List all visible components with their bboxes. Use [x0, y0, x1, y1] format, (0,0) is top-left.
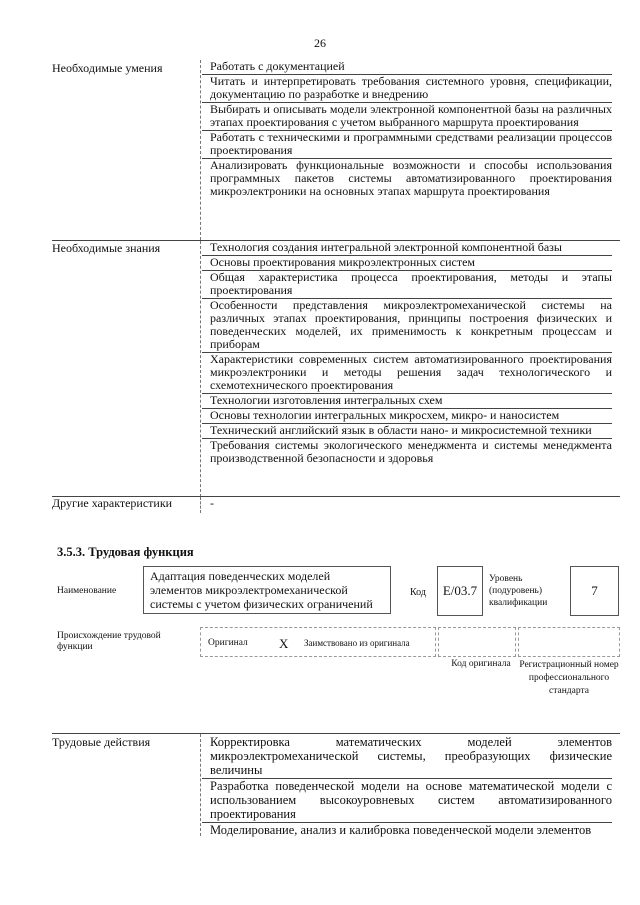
code-original-label: Код оригинала [451, 659, 511, 669]
skills-label: Необходимые умения [52, 61, 163, 75]
origin-label: Происхождение трудовой функции [57, 631, 161, 652]
original-label: Оригинал [208, 638, 248, 648]
level-label: Уровень (подуровень) квалификации [489, 574, 548, 608]
knowledge-label: Необходимые знания [52, 241, 161, 255]
actions-list [202, 735, 612, 838]
action-item: Разработка поведенческой модели на основе математической модели с использованием высокоуровневых систем автоматизированного проектирования [202, 779, 612, 823]
skill-item: Выбирать и описывать модели электронной компонентной базы на различных этапах проектирования с учетом выбранного маршрута проектирования [202, 103, 612, 131]
actions-label: Трудовые действия [52, 735, 151, 749]
action-item: Корректировка математических моделей элементов микроэлектромеханической системы, преобразующих физические величины [202, 735, 612, 779]
code-label: Код [410, 587, 426, 598]
knowledge-list [202, 241, 612, 466]
other-value: - [210, 496, 214, 510]
code-value: E/03.7 [437, 566, 483, 616]
knowledge-item: Технический английский язык в области нано- и микросистемной техники [202, 424, 612, 439]
skill-item: Читать и интерпретировать требования системного уровня, спецификации, документацию по разработке и внедрению [202, 75, 612, 103]
name-label: Наименование [57, 586, 117, 596]
knowledge-item: Общая характеристика процесса проектирования, методы и этапы проектирования [202, 271, 612, 299]
skill-item: Работать с документацией [202, 60, 612, 75]
knowledge-item: Основы проектирования микроэлектронных систем [202, 256, 612, 271]
page-number: 26 [314, 36, 326, 50]
function-heading: 3.5.3. Трудовая функция [57, 545, 194, 559]
borrowed-label: Заимствовано из оригинала [304, 638, 410, 648]
level-value: 7 [570, 566, 619, 616]
function-name: Адаптация поведенческих моделей элементов микроэлектромеханической системы с учетом физических ограничений [143, 566, 391, 614]
skill-item: Анализировать функциональные возможности и способы использования программных пакетов системы автоматизированного проектирования микроэлектроники на основных этапах маршрута проектирования [210, 158, 612, 198]
reg-number-label: Регистрационный номер профессионального стандарта [519, 660, 619, 696]
original-mark: X [279, 636, 289, 651]
skill-item: Работать с техническими и программными средствами реализации процессов проектирования [202, 131, 612, 159]
knowledge-item: Особенности представления микроэлектромеханической системы на различных этапах проектирования, принципы построения физических и поведенческих моделей, их применимость к конкретным процессам и приборам [202, 299, 612, 353]
skills-list [202, 60, 612, 199]
knowledge-item: Основы технологии интегральных микросхем, микро- и наносистем [202, 409, 612, 424]
action-item: Моделирование, анализ и калибровка поведенческой модели элементов [210, 823, 592, 837]
knowledge-item: Технология создания интегральной электронной компонентной базы [202, 241, 612, 256]
other-label: Другие характеристики [52, 496, 173, 510]
knowledge-item: Требования системы экологического менеджмента и системы менеджмента производственной безопасности и здоровья [210, 438, 612, 465]
knowledge-item: Характеристики современных систем автоматизированного проектирования микроэлектроники и методы решения задач технологического и схемотехнического проектирования [202, 353, 612, 394]
knowledge-item: Технологии изготовления интегральных схем [202, 394, 612, 409]
